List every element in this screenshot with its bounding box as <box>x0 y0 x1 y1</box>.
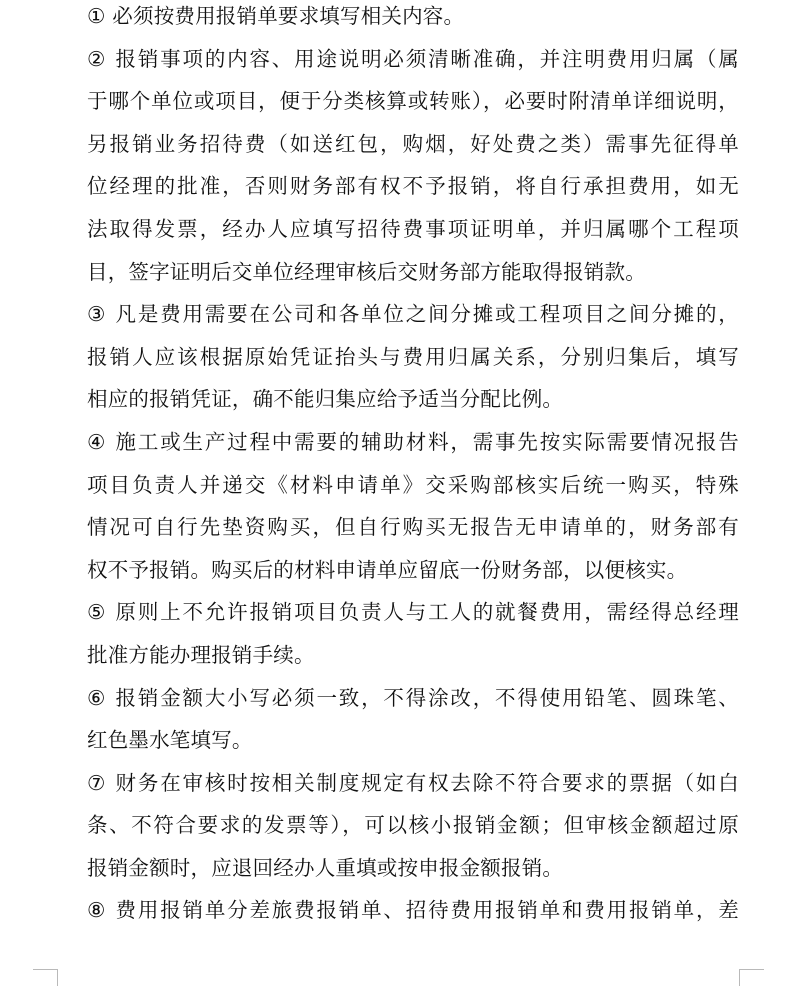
paragraph-6 <box>87 677 739 762</box>
paragraph-5 <box>87 591 739 676</box>
page-margin-corner-mark-right <box>739 969 764 986</box>
text-line: 项目负责人并递交《材料申请单》交采购部核实后统一购买，特殊 <box>87 472 739 497</box>
text-line: ② 报销事项的内容、用途说明必须清晰准确，并注明费用归属（属 <box>87 46 739 71</box>
text-line: 情况可自行先垫资购买，但自行购买无报告无申请单的，财务部有 <box>87 515 739 540</box>
paragraph-1 <box>87 0 739 38</box>
text-line: 报销金额时，应退回经办人重填或按申报金额报销。 <box>87 855 564 880</box>
text-line: ④ 施工或生产过程中需要的辅助材料，需事先按实际需要情况报告 <box>87 429 739 454</box>
text-line: ① 必须按费用报销单要求填写相关内容。 <box>87 4 465 28</box>
paragraph-8 <box>87 889 739 932</box>
paragraph-2 <box>87 38 739 294</box>
paragraph-4 <box>87 421 739 591</box>
text-line: 位经理的批准，否则财务部有权不予报销，将自行承担费用，如无 <box>87 174 739 199</box>
text-line: 批准方能办理报销手续。 <box>87 642 315 667</box>
text-line: ③ 凡是费用需要在公司和各单位之间分摊或工程项目之间分摊的， <box>87 302 739 327</box>
text-line: 目，签字证明后交单位经理审核后交财务部方能取得报销款。 <box>87 259 646 284</box>
paragraph-3 <box>87 293 739 421</box>
text-line: ⑥ 报销金额大小写必须一致，不得涂改，不得使用铅笔、圆珠笔、 <box>87 685 739 710</box>
text-line: 于哪个单位或项目，便于分类核算或转账），必要时附清单详细说明， <box>87 89 739 114</box>
text-line: 相应的报销凭证，确不能归集应给予适当分配比例。 <box>87 387 564 412</box>
paragraph-7 <box>87 762 739 890</box>
text-line: 另报销业务招待费（如送红包，购烟，好处费之类）需事先征得单 <box>87 131 739 156</box>
text-line: ⑧ 费用报销单分差旅费报销单、招待费用报销单和费用报销单，差 <box>87 898 739 923</box>
text-line: 权不予报销。购买后的材料申请单应留底一份财务部，以便核实。 <box>87 557 688 582</box>
text-line: 红色墨水笔填写。 <box>87 728 253 753</box>
text-line: ⑦ 财务在审核时按相关制度规定有权去除不符合要求的票据（如白 <box>87 770 739 795</box>
text-line: ⑤ 原则上不允许报销项目负责人与工人的就餐费用，需经得总经理 <box>87 600 739 625</box>
page-margin-corner-mark-left <box>33 969 58 986</box>
document-body[interactable] <box>87 0 739 932</box>
text-line: 条、不符合要求的发票等），可以核小报销金额；但审核金额超过原 <box>87 813 739 838</box>
text-line: 报销人应该根据原始凭证抬头与费用归属关系，分别归集后，填写 <box>87 344 739 369</box>
text-line: 法取得发票，经办人应填写招待费事项证明单，并归属哪个工程项 <box>87 216 739 241</box>
